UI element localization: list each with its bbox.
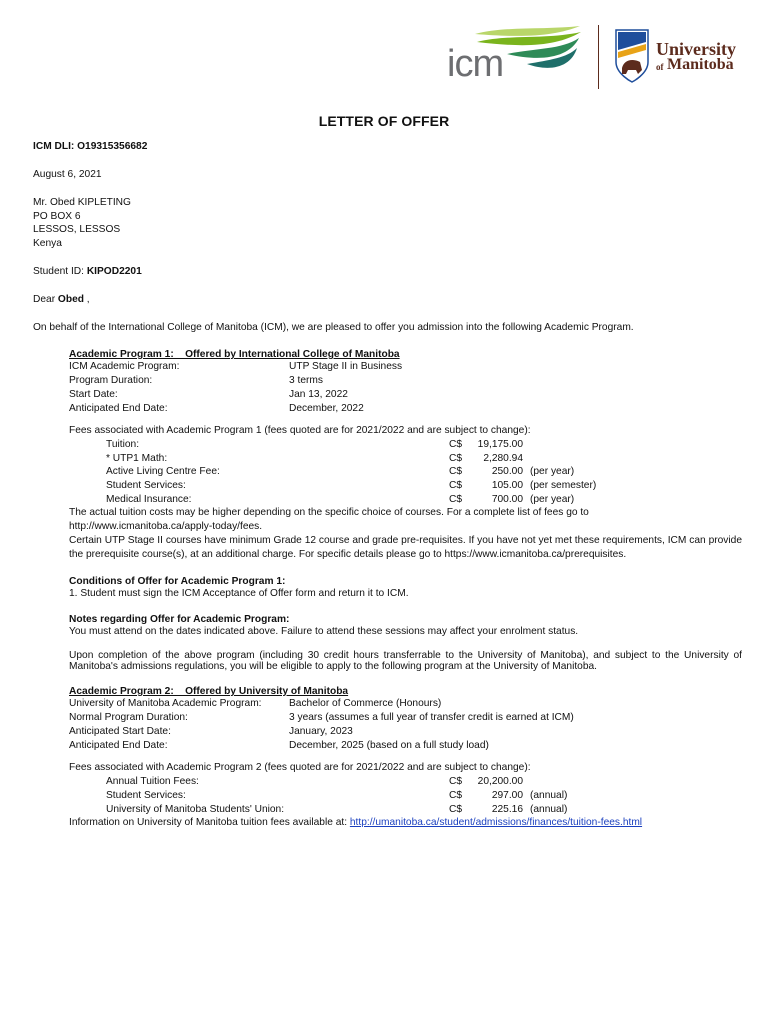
prereq-paragraph: Certain UTP Stage II courses have minimum Grade 12 course and grade pre-requisites. If you have not yet met these requirements, ICM can provide the prerequisite course(s), at an additional charge. For specific details please go to https://www.icmanitoba.ca/prerequisites. bbox=[69, 535, 742, 560]
fees-note-line: The actual tuition costs may be higher depending on the specific choice of courses. For a complete list of fees go to bbox=[69, 507, 589, 518]
program1-value: December, 2022 bbox=[289, 403, 364, 414]
fee-label: * UTP1 Math: bbox=[106, 452, 168, 464]
student-id bbox=[33, 265, 142, 279]
fee-amount: 250.00 bbox=[491, 466, 523, 477]
um-of: of bbox=[656, 62, 664, 72]
program1-value: UTP Stage II in Business bbox=[289, 361, 403, 372]
program2-value: December, 2025 (based on a full study load) bbox=[289, 740, 489, 751]
fee-currency: C$ bbox=[449, 479, 463, 491]
upon-paragraph: Upon completion of the above program (including 30 credit hours transferrable to the University of Manitoba), and subject to the University of Manitoba's admissions regulations, you will be eligible to apply to the following program at the University of Manitoba. bbox=[69, 650, 742, 672]
fee-note: (annual) bbox=[530, 789, 568, 801]
student-id-value: KIPOD2201 bbox=[86, 266, 142, 277]
fee-note: (per year) bbox=[530, 493, 575, 505]
program2-value: January, 2023 bbox=[289, 726, 353, 737]
letter-title: LETTER OF OFFER bbox=[318, 113, 450, 129]
program2-label: Normal Program Duration: bbox=[69, 712, 188, 723]
program2-label: Anticipated Start Date: bbox=[69, 726, 171, 737]
fee-amount: 19,175.00 bbox=[477, 439, 523, 450]
program1-label: Start Date: bbox=[69, 389, 118, 400]
address-line: Kenya bbox=[33, 238, 62, 249]
conditions-text: 1. Student must sign the ICM Acceptance of Offer form and return it to ICM. bbox=[69, 588, 409, 599]
fee-currency: C$ bbox=[449, 466, 463, 477]
program1-value: Jan 13, 2022 bbox=[289, 389, 348, 400]
um-line2: Manitoba bbox=[667, 56, 734, 73]
intro-paragraph: On behalf of the International College of Manitoba (ICM), we are pleased to offer you admission into the following Academic Program. bbox=[33, 322, 634, 333]
um-logo bbox=[614, 28, 749, 88]
fee-amount: 105.00 bbox=[491, 479, 523, 491]
program1-label: ICM Academic Program: bbox=[69, 361, 180, 372]
fee-label: Student Services: bbox=[106, 789, 186, 801]
fees-note-url: http://www.icmanitoba.ca/apply-today/fees. bbox=[69, 521, 263, 532]
fee-note: (annual) bbox=[530, 803, 568, 815]
dli-number: ICM DLI: O19315356682 bbox=[33, 141, 148, 152]
icm-logo bbox=[445, 24, 585, 86]
tuition-fees-link[interactable]: http://umanitoba.ca/student/admissions/finances/tuition-fees.html bbox=[349, 817, 643, 828]
fee-label: Tuition: bbox=[106, 439, 140, 450]
program1-label: Program Duration: bbox=[69, 375, 153, 386]
student-id-label: Student ID: bbox=[33, 266, 87, 277]
notes-text: You must attend on the dates indicated above. Failure to attend these sessions may affect your enrolment status. bbox=[69, 626, 579, 637]
fee-label: Active Living Centre Fee: bbox=[106, 466, 220, 477]
salutation-name: Obed bbox=[57, 294, 84, 305]
fee-label: Student Services: bbox=[106, 479, 186, 491]
address-line: PO BOX 6 bbox=[33, 210, 81, 222]
address-line: Mr. Obed KIPLETING bbox=[33, 197, 131, 208]
fee-label: Medical Insurance: bbox=[106, 493, 192, 505]
fee-amount: 225.16 bbox=[491, 803, 523, 815]
program1-value: 3 terms bbox=[289, 375, 323, 386]
icm-wordmark: icm bbox=[447, 43, 504, 85]
address-line: LESSOS, LESSOS bbox=[33, 224, 121, 235]
program1-label: Anticipated End Date: bbox=[69, 403, 168, 414]
conditions-heading: Conditions of Offer for Academic Program 1: bbox=[69, 576, 286, 587]
um-shield-icon bbox=[614, 28, 650, 84]
um-line1: University bbox=[656, 39, 736, 59]
fee-amount: 297.00 bbox=[491, 789, 523, 801]
fee-amount: 2,280.94 bbox=[483, 452, 523, 464]
fee-currency: C$ bbox=[449, 803, 463, 815]
fee-note: (per year) bbox=[530, 466, 575, 477]
letter-date: August 6, 2021 bbox=[33, 169, 102, 180]
notes-heading: Notes regarding Offer for Academic Program: bbox=[69, 614, 290, 625]
fee-currency: C$ bbox=[449, 789, 463, 801]
tuition-info-text: Information on University of Manitoba tuition fees available at: bbox=[69, 817, 350, 828]
program2-heading: Academic Program 2: Offered by University of Manitoba bbox=[69, 686, 349, 697]
salutation bbox=[33, 293, 90, 307]
salutation-prefix: Dear bbox=[33, 294, 58, 305]
fee-amount: 20,200.00 bbox=[477, 776, 523, 787]
fee-label: Annual Tuition Fees: bbox=[106, 776, 199, 787]
program1-heading: Academic Program 1: Offered by International College of Manitoba bbox=[69, 349, 400, 360]
fee-note: (per semester) bbox=[530, 479, 597, 491]
program2-label: Anticipated End Date: bbox=[69, 740, 168, 751]
program2-value: 3 years (assumes a full year of transfer credit is earned at ICM) bbox=[289, 712, 574, 723]
program2-label: University of Manitoba Academic Program: bbox=[69, 698, 262, 709]
fee-label: University of Manitoba Students' Union: bbox=[106, 803, 285, 815]
fee-currency: C$ bbox=[449, 439, 463, 450]
fee-amount: 700.00 bbox=[491, 493, 523, 505]
fee-currency: C$ bbox=[449, 776, 463, 787]
logo-divider bbox=[598, 25, 599, 89]
program2-fees-intro: Fees associated with Academic Program 2 (fees quoted are for 2021/2022 and are subject to change): bbox=[69, 762, 531, 773]
fee-currency: C$ bbox=[449, 452, 463, 464]
tuition-info bbox=[69, 816, 642, 830]
fee-currency: C$ bbox=[449, 493, 463, 505]
program1-fees-intro: Fees associated with Academic Program 1 (fees quoted are for 2021/2022 and are subject to change): bbox=[69, 425, 531, 436]
program2-value: Bachelor of Commerce (Honours) bbox=[289, 698, 442, 709]
salutation-suffix: , bbox=[83, 294, 90, 305]
